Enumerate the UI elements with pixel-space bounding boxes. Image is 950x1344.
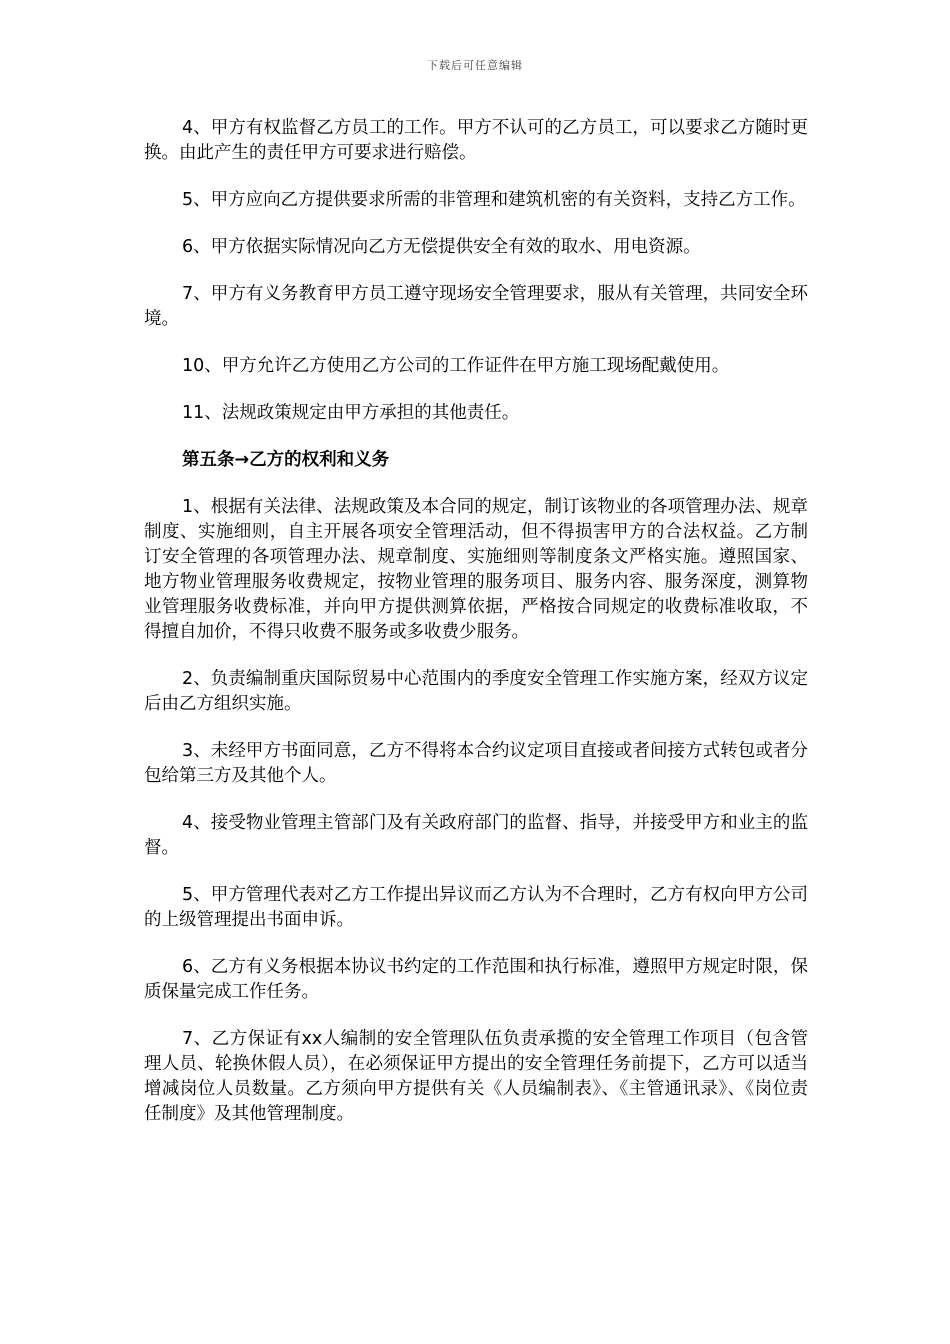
clause-paragraph: 6、甲方依据实际情况向乙方无偿提供安全有效的取水、用电资源。 <box>182 237 701 257</box>
document-body <box>144 116 808 1149</box>
clause-paragraph: 3、未经甲方书面同意，乙方不得将本合约议定项目直接或者间接方式转包或者分包给第三方及其他个人。 <box>144 741 808 786</box>
clause-paragraph: 5、甲方管理代表对乙方工作提出异议而乙方认为不合理时，乙方有权向甲方公司的上级管理提出书面申诉。 <box>144 885 808 930</box>
clause-paragraph: 5、甲方应向乙方提供要求所需的非管理和建筑机密的有关资料，支持乙方工作。 <box>182 190 806 210</box>
page-header-note: 下载后可任意编辑 <box>427 59 523 72</box>
clause-paragraph: 1、根据有关法律、法规政策及本合同的规定，制订该物业的各项管理办法、规章制度、实施细则，自主开展各项安全管理活动，但不得损害甲方的合法权益。乙方制订安全管理的各项管理办法、规章制度、实施细则等制度条文严格实施。遵照国家、地方物业管理服务收费规定，按物业管理的服务项目、服务内容、服务深度，测算物业管理服务收费标准，并向甲方提供测算依据，严格按合同规定的收费标准收取，不得擅自加价，不得只收费不服务或多收费少服务。 <box>144 497 808 642</box>
clause-paragraph: 7、甲方有义务教育甲方员工遵守现场安全管理要求，服从有关管理，共同安全环境。 <box>144 284 808 329</box>
clause-paragraph: 4、接受物业管理主管部门及有关政府部门的监督、指导，并接受甲方和业主的监督。 <box>144 813 808 858</box>
clause-paragraph: 7、乙方保证有xx人编制的安全管理队伍负责承揽的安全管理工作项目（包含管理人员、轮换休假人员），在必须保证甲方提出的安全管理任务前提下，乙方可以适当增减岗位人员数量。乙方须向甲方提供有关《人员编制表》、《主管通讯录》、《岗位责任制度》及其他管理制度。 <box>144 1029 808 1124</box>
section-heading: 第五条→乙方的权利和义务 <box>182 450 390 470</box>
clause-paragraph: 11、法规政策规定由甲方承担的其他责任。 <box>182 403 520 423</box>
clause-paragraph: 10、甲方允许乙方使用乙方公司的工作证件在甲方施工现场配戴使用。 <box>182 356 730 376</box>
clause-paragraph: 4、甲方有权监督乙方员工的工作。甲方不认可的乙方员工，可以要求乙方随时更换。由此产生的责任甲方可要求进行赔偿。 <box>144 118 808 163</box>
clause-paragraph: 6、乙方有义务根据本协议书约定的工作范围和执行标准，遵照甲方规定时限，保质保量完成工作任务。 <box>144 957 808 1002</box>
clause-paragraph: 2、负责编制重庆国际贸易中心范围内的季度安全管理工作实施方案，经双方议定后由乙方组织实施。 <box>144 669 808 714</box>
